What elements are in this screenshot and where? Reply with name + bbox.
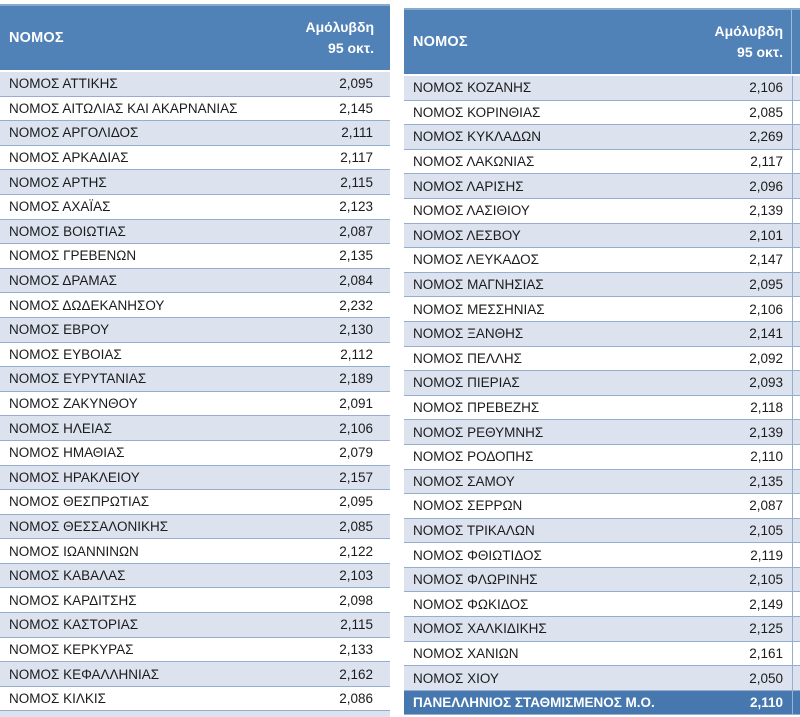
prefecture-name: ΝΟΜΟΣ ΛΕΥΚΑΔΟΣ: [413, 252, 539, 268]
edge-sliver-cell: [792, 76, 800, 100]
price-value: 2,125: [749, 621, 783, 637]
table-row: [0, 711, 390, 717]
price-value: 2,106: [749, 80, 783, 96]
price-value: 2,118: [750, 400, 783, 416]
price-value: 2,130: [339, 322, 373, 338]
fuel-price-table-right: [404, 8, 800, 715]
price-value: [280, 711, 390, 717]
table-row: [0, 392, 390, 417]
prefecture-name: ΝΟΜΟΣ ΣΑΜΟΥ: [413, 473, 515, 489]
price-value: 2,105: [749, 572, 783, 588]
price-value: 2,111: [341, 125, 373, 141]
table-row: [0, 662, 390, 687]
table-row: [0, 588, 390, 613]
prefecture-name: ΝΟΜΟΣ ΧΑΝΙΩΝ: [413, 645, 519, 661]
column-header-nomos: ΝΟΜΟΣ: [9, 30, 64, 46]
prefecture-name: ΝΟΜΟΣ ΑΡΤΗΣ: [9, 174, 107, 190]
prefecture-name: ΝΟΜΟΣ ΚΟΡΙΝΘΙΑΣ: [413, 104, 541, 120]
price-value: 2,106: [339, 420, 373, 436]
table-row: [0, 195, 390, 220]
prefecture-name: ΝΟΜΟΣ ΛΑΚΩΝΙΑΣ: [413, 154, 535, 170]
prefecture-name: ΝΟΜΟΣ ΑΧΑΪΑΣ: [9, 199, 111, 215]
table-row: [0, 170, 390, 195]
price-value: 2,119: [750, 547, 783, 563]
price-value: 2,147: [749, 252, 783, 268]
price-value: 2,110: [750, 449, 783, 465]
price-value: 2,095: [339, 494, 373, 510]
table-row: [404, 666, 800, 691]
column-header-price-line1: Αμόλυβδη: [305, 19, 374, 35]
table-row: [404, 568, 800, 593]
price-value: 2,189: [339, 371, 373, 387]
price-value: 2,096: [749, 178, 783, 194]
price-value: 2,122: [339, 543, 373, 559]
table-header: [0, 4, 390, 70]
table-row: [404, 322, 800, 347]
prefecture-name: ΝΟΜΟΣ ΦΘΙΩΤΙΔΟΣ: [413, 547, 542, 563]
price-value: 2,086: [339, 691, 373, 707]
edge-sliver-cell: [792, 568, 800, 592]
price-value: 2,115: [340, 617, 373, 633]
column-header-price: [305, 17, 390, 59]
table-row: [404, 420, 800, 445]
edge-sliver-cell: [792, 519, 800, 543]
edge-sliver-cell: [792, 150, 800, 174]
table-row: [404, 150, 800, 175]
summary-row: [404, 691, 800, 716]
price-value: 2,087: [339, 223, 373, 239]
edge-sliver-cell: [792, 543, 800, 567]
edge-sliver-cell: [792, 494, 800, 518]
edge-sliver-cell: [792, 592, 800, 616]
prefecture-name: ΝΟΜΟΣ ΗΜΑΘΙΑΣ: [9, 445, 125, 461]
table-row: [404, 347, 800, 372]
price-value: 2,232: [339, 297, 373, 313]
prefecture-name: [0, 711, 280, 717]
table-row: [404, 494, 800, 519]
price-value: 2,095: [749, 277, 783, 293]
table-row: [0, 515, 390, 540]
price-value: 2,269: [749, 129, 783, 145]
table-row: [0, 441, 390, 466]
prefecture-name: ΝΟΜΟΣ ΚΑΒΑΛΑΣ: [9, 568, 126, 584]
table-row: [404, 519, 800, 544]
prefecture-name: ΝΟΜΟΣ ΛΕΣΒΟΥ: [413, 227, 521, 243]
edge-sliver-cell: [792, 273, 800, 297]
column-header-price-line1: Αμόλυβδη: [714, 23, 783, 39]
prefecture-name: ΝΟΜΟΣ ΚΟΖΑΝΗΣ: [413, 80, 532, 96]
price-value: 2,161: [749, 645, 783, 661]
table-row: [0, 613, 390, 638]
prefecture-name: ΝΟΜΟΣ ΚΕΡΚΥΡΑΣ: [9, 641, 134, 657]
table-row: [404, 199, 800, 224]
table-row: [404, 617, 800, 642]
price-value: 2,110: [749, 695, 783, 711]
prefecture-name: ΝΟΜΟΣ ΧΑΛΚΙΔΙΚΗΣ: [413, 621, 547, 637]
table-row: [0, 318, 390, 343]
edge-sliver-cell: [792, 617, 800, 641]
prefecture-name: ΝΟΜΟΣ ΡΟΔΟΠΗΣ: [413, 449, 534, 465]
price-value: 2,149: [749, 596, 783, 612]
table-row: [404, 76, 800, 101]
table-row: [404, 273, 800, 298]
prefecture-name: ΝΟΜΟΣ ΓΡΕΒΕΝΩΝ: [9, 248, 137, 264]
price-value: 2,162: [339, 666, 373, 682]
table-row: [404, 592, 800, 617]
edge-sliver-cell: [792, 666, 800, 690]
table-row: [404, 248, 800, 273]
prefecture-name: ΝΟΜΟΣ ΛΑΡΙΣΗΣ: [413, 178, 524, 194]
table-row: [0, 490, 390, 515]
prefecture-name: ΝΟΜΟΣ ΑΙΤΩΛΙΑΣ ΚΑΙ ΑΚΑΡΝΑΝΙΑΣ: [9, 100, 238, 116]
price-value: 2,157: [339, 469, 373, 485]
column-header-nomos: ΝΟΜΟΣ: [413, 34, 468, 50]
table-row: [0, 564, 390, 589]
table-body: [0, 72, 390, 717]
table-row: [0, 121, 390, 146]
price-value: 2,085: [749, 104, 783, 120]
price-value: 2,133: [339, 641, 373, 657]
table-row: [404, 543, 800, 568]
price-value: 2,091: [339, 396, 373, 412]
prefecture-name: ΝΟΜΟΣ ΕΥΡΥΤΑΝΙΑΣ: [9, 371, 147, 387]
prefecture-name: ΝΟΜΟΣ ΦΛΩΡΙΝΗΣ: [413, 572, 538, 588]
price-value: 2,117: [750, 154, 783, 170]
edge-sliver-cell: [792, 297, 800, 321]
edge-sliver-cell: [792, 322, 800, 346]
table-row: [404, 297, 800, 322]
table-row: [404, 642, 800, 667]
price-value: 2,135: [339, 248, 373, 264]
edge-sliver-cell: [792, 642, 800, 666]
table-row: [0, 97, 390, 122]
prefecture-name: ΝΟΜΟΣ ΕΒΡΟΥ: [9, 322, 110, 338]
price-value: 2,084: [339, 273, 373, 289]
table-row: [0, 343, 390, 368]
column-header-price: [714, 21, 800, 63]
prefecture-name: ΝΟΜΟΣ ΞΑΝΘΗΣ: [413, 326, 524, 342]
price-value: 2,092: [749, 350, 783, 366]
table-row: [0, 72, 390, 97]
prefecture-name: ΝΟΜΟΣ ΚΙΛΚΙΣ: [9, 691, 106, 707]
prefecture-name: ΝΟΜΟΣ ΘΕΣΣΑΛΟΝΙΚΗΣ: [9, 518, 169, 534]
edge-sliver-cell: [792, 125, 800, 149]
price-value: 2,098: [339, 592, 373, 608]
price-value: 2,095: [339, 76, 373, 92]
prefecture-name: ΝΟΜΟΣ ΧΙΟΥ: [413, 670, 499, 686]
table-header: [404, 8, 800, 74]
price-value: 2,101: [749, 227, 783, 243]
table-row: [0, 687, 390, 712]
edge-sliver-cell: [792, 691, 800, 715]
prefecture-name: ΝΟΜΟΣ ΚΑΡΔΙΤΣΗΣ: [9, 592, 137, 608]
prefecture-name: ΝΟΜΟΣ ΚΑΣΤΟΡΙΑΣ: [9, 617, 139, 633]
table-row: [0, 146, 390, 171]
price-value: 2,093: [749, 375, 783, 391]
prefecture-name: ΝΟΜΟΣ ΗΡΑΚΛΕΙΟΥ: [9, 469, 140, 485]
edge-sliver-cell: [792, 470, 800, 494]
price-value: 2,123: [339, 199, 373, 215]
prefecture-name: ΠΑΝΕΛΛΗΝΙΟΣ ΣΤΑΘΜΙΣΜΕΝΟΣ Μ.Ο.: [413, 695, 655, 711]
price-value: 2,112: [340, 346, 373, 362]
column-header-price-line2: 95 οκτ.: [737, 44, 783, 60]
edge-sliver-cell: [792, 248, 800, 272]
table-row: [404, 174, 800, 199]
price-value: 2,117: [340, 150, 373, 166]
edge-sliver-cell: [792, 347, 800, 371]
prefecture-name: ΝΟΜΟΣ ΖΑΚΥΝΘΟΥ: [9, 396, 138, 412]
table-row: [0, 244, 390, 269]
table-row: [0, 416, 390, 441]
table-row: [0, 269, 390, 294]
price-value: 2,050: [749, 670, 783, 686]
prefecture-name: ΝΟΜΟΣ ΘΕΣΠΡΩΤΙΑΣ: [9, 494, 150, 510]
price-value: 2,106: [749, 301, 783, 317]
prefecture-name: ΝΟΜΟΣ ΤΡΙΚΑΛΩΝ: [413, 522, 535, 538]
prefecture-name: ΝΟΜΟΣ ΦΩΚΙΔΟΣ: [413, 596, 529, 612]
table-row: [0, 367, 390, 392]
edge-sliver-cell: [792, 174, 800, 198]
price-value: 2,135: [749, 473, 783, 489]
prefecture-name: ΝΟΜΟΣ ΑΤΤΙΚΗΣ: [9, 76, 118, 92]
table-row: [0, 539, 390, 564]
prefecture-name: ΝΟΜΟΣ ΗΛΕΙΑΣ: [9, 420, 112, 436]
table-row: [0, 638, 390, 663]
table-row: [0, 220, 390, 245]
price-value: 2,141: [749, 326, 783, 342]
prefecture-name: ΝΟΜΟΣ ΑΡΚΑΔΙΑΣ: [9, 150, 129, 166]
prefecture-name: ΝΟΜΟΣ ΒΟΙΩΤΙΑΣ: [9, 223, 126, 239]
prefecture-name: ΝΟΜΟΣ ΑΡΓΟΛΙΔΟΣ: [9, 125, 139, 141]
prefecture-name: ΝΟΜΟΣ ΚΥΚΛΑΔΩΝ: [413, 129, 541, 145]
edge-sliver-cell: [792, 396, 800, 420]
prefecture-name: ΝΟΜΟΣ ΡΕΘΥΜΝΗΣ: [413, 424, 544, 440]
prefecture-name: ΝΟΜΟΣ ΚΕΦΑΛΛΗΝΙΑΣ: [9, 666, 160, 682]
price-value: 2,105: [749, 522, 783, 538]
table-row: [404, 396, 800, 421]
table-row: [404, 224, 800, 249]
price-value: 2,079: [339, 445, 373, 461]
column-header-price-line2: 95 οκτ.: [328, 40, 374, 56]
price-value: 2,115: [340, 174, 373, 190]
prefecture-name: ΝΟΜΟΣ ΣΕΡΡΩΝ: [413, 498, 523, 514]
prefecture-name: ΝΟΜΟΣ ΛΑΣΙΘΙΟΥ: [413, 203, 530, 219]
price-value: 2,139: [749, 424, 783, 440]
price-value: 2,085: [339, 518, 373, 534]
table-row: [404, 445, 800, 470]
prefecture-name: ΝΟΜΟΣ ΙΩΑΝΝΙΝΩΝ: [9, 543, 139, 559]
edge-sliver-cell: [792, 224, 800, 248]
table-row: [0, 293, 390, 318]
table-row: [0, 466, 390, 491]
prefecture-name: ΝΟΜΟΣ ΠΡΕΒΕΖΗΣ: [413, 400, 540, 416]
prefecture-name: ΝΟΜΟΣ ΠΙΕΡΙΑΣ: [413, 375, 520, 391]
price-value: 2,087: [749, 498, 783, 514]
edge-sliver-cell: [792, 445, 800, 469]
table-row: [404, 125, 800, 150]
price-value: 2,103: [339, 568, 373, 584]
table-row: [404, 101, 800, 126]
table-body: [404, 76, 800, 715]
prefecture-name: ΝΟΜΟΣ ΜΕΣΣΗΝΙΑΣ: [413, 301, 545, 317]
prefecture-name: ΝΟΜΟΣ ΔΡΑΜΑΣ: [9, 273, 117, 289]
edge-sliver-cell: [792, 199, 800, 223]
edge-sliver-cell: [792, 371, 800, 395]
prefecture-name: ΝΟΜΟΣ ΔΩΔΕΚΑΝΗΣΟΥ: [9, 297, 165, 313]
price-value: 2,139: [749, 203, 783, 219]
prefecture-name: ΝΟΜΟΣ ΠΕΛΛΗΣ: [413, 350, 522, 366]
edge-sliver-cell: [792, 420, 800, 444]
prefecture-name: ΝΟΜΟΣ ΜΑΓΝΗΣΙΑΣ: [413, 277, 544, 293]
prefecture-name: ΝΟΜΟΣ ΕΥΒΟΙΑΣ: [9, 346, 122, 362]
table-row: [404, 470, 800, 495]
price-value: 2,145: [339, 100, 373, 116]
edge-sliver-cell: [792, 101, 800, 125]
table-row: [404, 371, 800, 396]
fuel-price-table-left: [0, 4, 390, 717]
